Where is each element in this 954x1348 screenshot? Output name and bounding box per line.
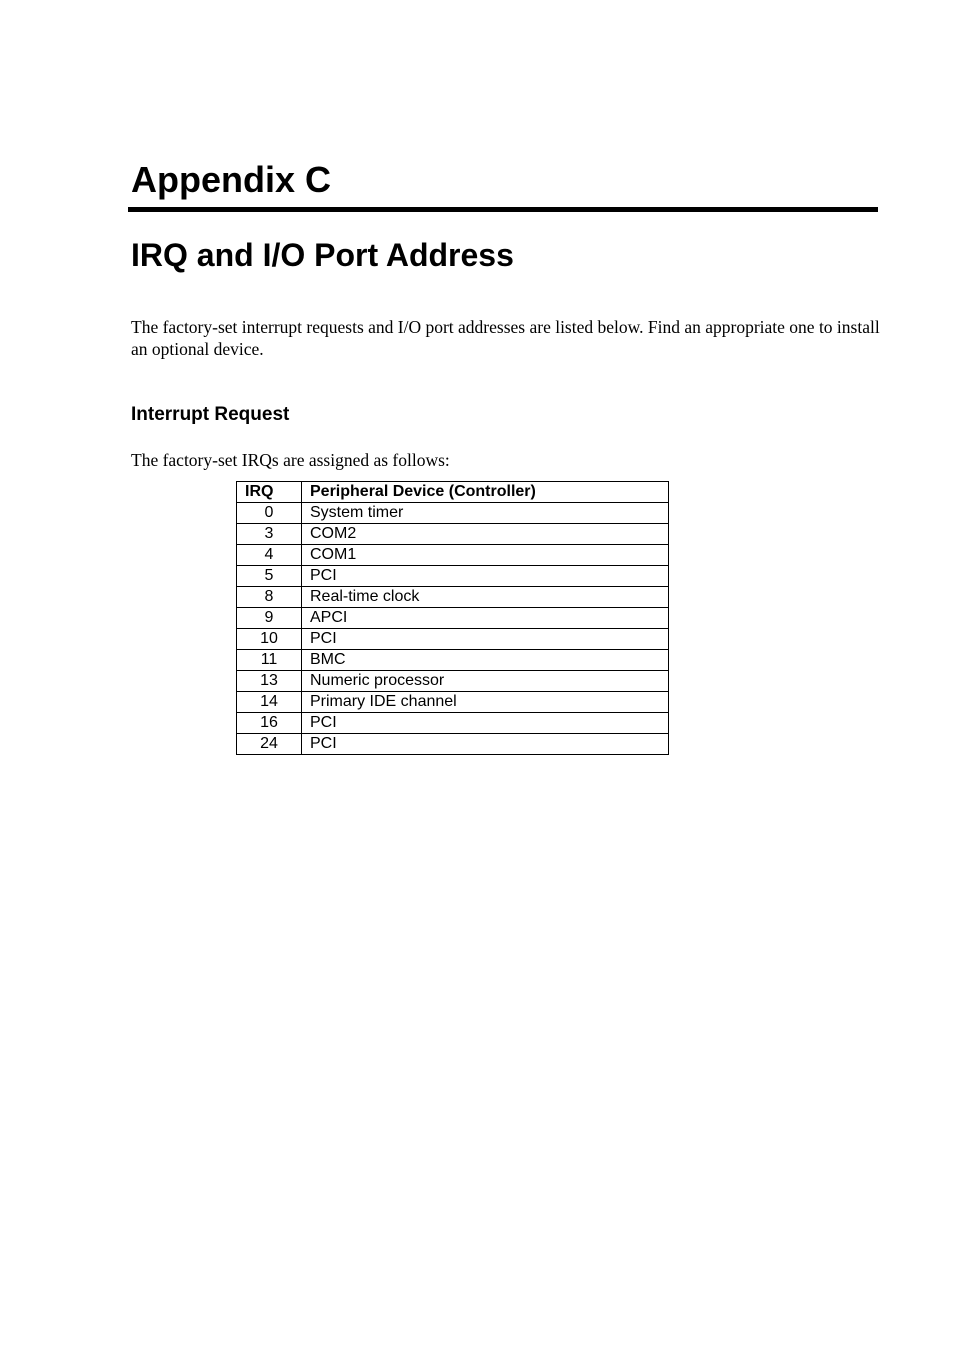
column-header-irq: IRQ bbox=[237, 482, 302, 503]
irq-cell: 8 bbox=[237, 587, 302, 608]
irq-cell: 0 bbox=[237, 503, 302, 524]
appendix-title: Appendix C bbox=[131, 159, 332, 200]
irq-cell: 3 bbox=[237, 524, 302, 545]
section-title: IRQ and I/O Port Address bbox=[131, 237, 514, 273]
device-cell: Real-time clock bbox=[302, 587, 669, 608]
device-cell: PCI bbox=[302, 734, 669, 755]
device-cell: BMC bbox=[302, 650, 669, 671]
subsection-title: Interrupt Request bbox=[131, 404, 290, 425]
table-row bbox=[237, 524, 669, 545]
irq-cell: 14 bbox=[237, 692, 302, 713]
table-row bbox=[237, 629, 669, 650]
table-row bbox=[237, 713, 669, 734]
device-cell: System timer bbox=[302, 503, 669, 524]
table-row bbox=[237, 545, 669, 566]
irq-cell: 9 bbox=[237, 608, 302, 629]
table-header-row bbox=[237, 482, 669, 503]
device-cell: COM1 bbox=[302, 545, 669, 566]
device-cell: COM2 bbox=[302, 524, 669, 545]
irq-cell: 13 bbox=[237, 671, 302, 692]
device-cell: PCI bbox=[302, 629, 669, 650]
table-row bbox=[237, 734, 669, 755]
irq-cell: 4 bbox=[237, 545, 302, 566]
irq-table bbox=[236, 481, 669, 755]
irq-cell: 24 bbox=[237, 734, 302, 755]
table-lead-text: The factory-set IRQs are assigned as follows: bbox=[131, 450, 450, 470]
intro-paragraph: The factory-set interrupt requests and I/O port addresses are listed below. Find an appropriate one to install an optional device. bbox=[131, 317, 880, 359]
device-cell: PCI bbox=[302, 713, 669, 734]
table-row bbox=[237, 608, 669, 629]
irq-cell: 10 bbox=[237, 629, 302, 650]
irq-cell: 16 bbox=[237, 713, 302, 734]
device-cell: PCI bbox=[302, 566, 669, 587]
title-rule bbox=[128, 207, 878, 212]
irq-cell: 11 bbox=[237, 650, 302, 671]
device-cell: Primary IDE channel bbox=[302, 692, 669, 713]
table-row bbox=[237, 671, 669, 692]
table-row bbox=[237, 692, 669, 713]
table-row bbox=[237, 503, 669, 524]
table-row bbox=[237, 650, 669, 671]
table-row bbox=[237, 587, 669, 608]
table-row bbox=[237, 566, 669, 587]
device-cell: Numeric processor bbox=[302, 671, 669, 692]
irq-cell: 5 bbox=[237, 566, 302, 587]
device-cell: APCI bbox=[302, 608, 669, 629]
column-header-device: Peripheral Device (Controller) bbox=[302, 482, 669, 503]
